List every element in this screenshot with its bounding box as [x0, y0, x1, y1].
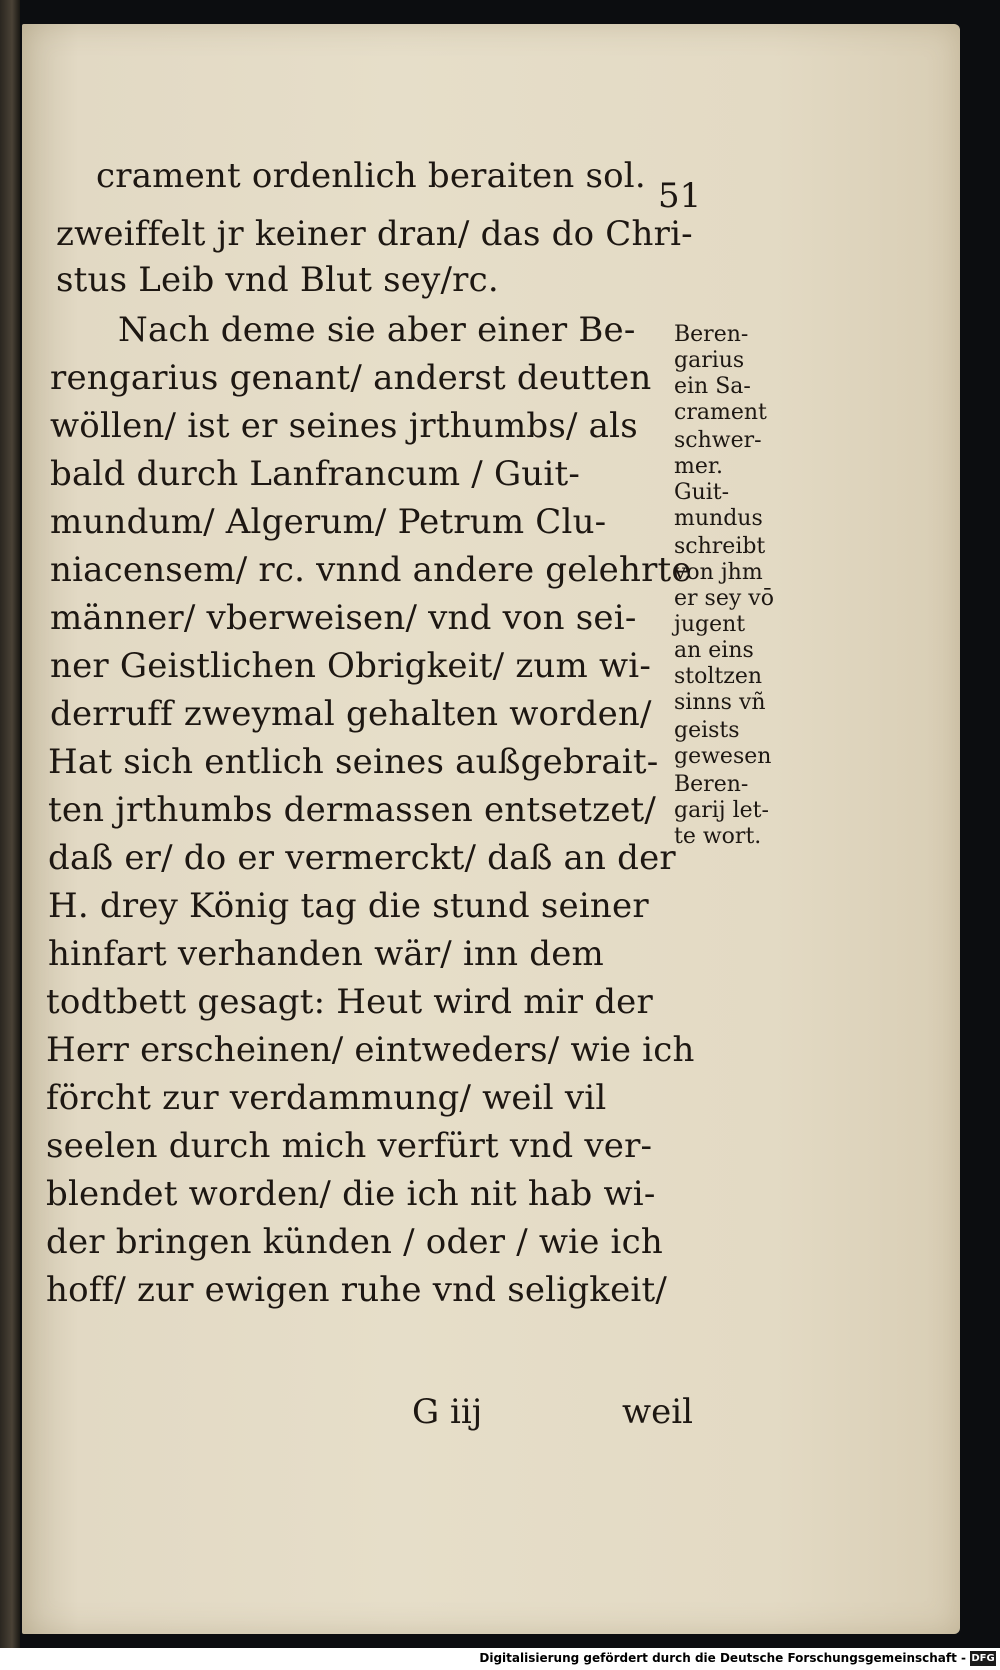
- margin-note-line-5: schwer-: [674, 428, 762, 453]
- text-line-11: derruff zweymal gehalten worden/: [50, 694, 652, 734]
- text-line-8: niacensem/ rc. vnnd andere gelehrte: [50, 550, 692, 590]
- margin-note-line-15: sinns vñ: [674, 690, 766, 715]
- text-line-12: Hat sich entlich seines außgebrait-: [48, 742, 659, 782]
- text-line-16: hinfart verhanden wär/ inn dem: [48, 934, 604, 974]
- margin-note-line-1: Beren-: [674, 322, 749, 347]
- text-line-2: stus Leib vnd Blut sey/rc.: [56, 260, 499, 300]
- footer-bar: [0, 1648, 1000, 1670]
- text-line-15: H. drey König tag die stund seiner: [48, 886, 649, 926]
- text-line-20: seelen durch mich verfürt vnd ver-: [46, 1126, 653, 1166]
- margin-note-line-18: Beren-: [674, 772, 749, 797]
- margin-note-line-20: te wort.: [674, 824, 762, 849]
- text-line-17: todtbett gesagt: Heut wird mir der: [46, 982, 653, 1022]
- signature-mark: G iij: [412, 1392, 483, 1432]
- margin-note-line-9: schreibt: [674, 534, 766, 559]
- text-line-22: der bringen künden / oder / wie ich: [46, 1222, 663, 1262]
- margin-note-line-12: jugent: [674, 612, 746, 637]
- funding-credit: Digitalisierung gefördert durch die Deutsche Forschungsgemeinschaft -: [479, 1651, 966, 1665]
- margin-note-line-13: an eins: [674, 638, 754, 663]
- margin-note-line-8: mundus: [674, 506, 763, 531]
- margin-note-line-19: garij let-: [674, 798, 769, 823]
- margin-note-line-3: ein Sa-: [674, 374, 751, 399]
- folio-number: 51: [658, 176, 702, 216]
- text-line-23: hoff/ zur ewigen ruhe vnd seligkeit/: [46, 1270, 668, 1310]
- book-spine-edge: [0, 0, 20, 1648]
- text-line-1: zweiffelt jr keiner dran/ das do Chri-: [56, 214, 693, 254]
- text-line-18: Herr erscheinen/ eintweders/ wie ich: [46, 1030, 695, 1070]
- text-line-9: männer/ vberweisen/ vnd von sei-: [50, 598, 637, 638]
- margin-note-line-10: von jhm: [674, 560, 763, 585]
- dfg-logo: DFG: [971, 1653, 995, 1664]
- margin-note-line-14: stoltzen: [674, 664, 763, 689]
- catchword: weil: [622, 1392, 693, 1432]
- text-line-21: blendet worden/ die ich nit hab wi-: [46, 1174, 656, 1214]
- margin-note-line-11: er sey vō: [674, 586, 774, 611]
- text-line-3: Nach deme sie aber einer Be-: [118, 310, 636, 350]
- text-line-10: ner Geistlichen Obrigkeit/ zum wi-: [50, 646, 652, 686]
- text-line-6: bald durch Lanfrancum / Guit-: [50, 454, 581, 494]
- margin-note-line-4: crament: [674, 400, 767, 425]
- margin-note-line-7: Guit-: [674, 480, 730, 505]
- text-line-4: rengarius genant/ anderst deutten: [50, 358, 652, 398]
- text-line-7: mundum/ Algerum/ Petrum Clu-: [50, 502, 607, 542]
- margin-note-line-6: mer.: [674, 454, 723, 479]
- margin-note-line-2: garius: [674, 348, 745, 373]
- book-page: [22, 24, 960, 1634]
- text-line-5: wöllen/ ist er seines jrthumbs/ als: [50, 406, 638, 446]
- margin-note-line-17: gewesen: [674, 744, 772, 769]
- text-line-19: förcht zur verdammung/ weil vil: [46, 1078, 607, 1118]
- text-line-13: ten jrthumbs dermassen entsetzet/: [48, 790, 657, 830]
- margin-note-line-16: geists: [674, 718, 740, 743]
- running-header: crament ordenlich beraiten sol.: [96, 156, 646, 196]
- text-line-14: daß er/ do er vermerckt/ daß an der: [48, 838, 676, 878]
